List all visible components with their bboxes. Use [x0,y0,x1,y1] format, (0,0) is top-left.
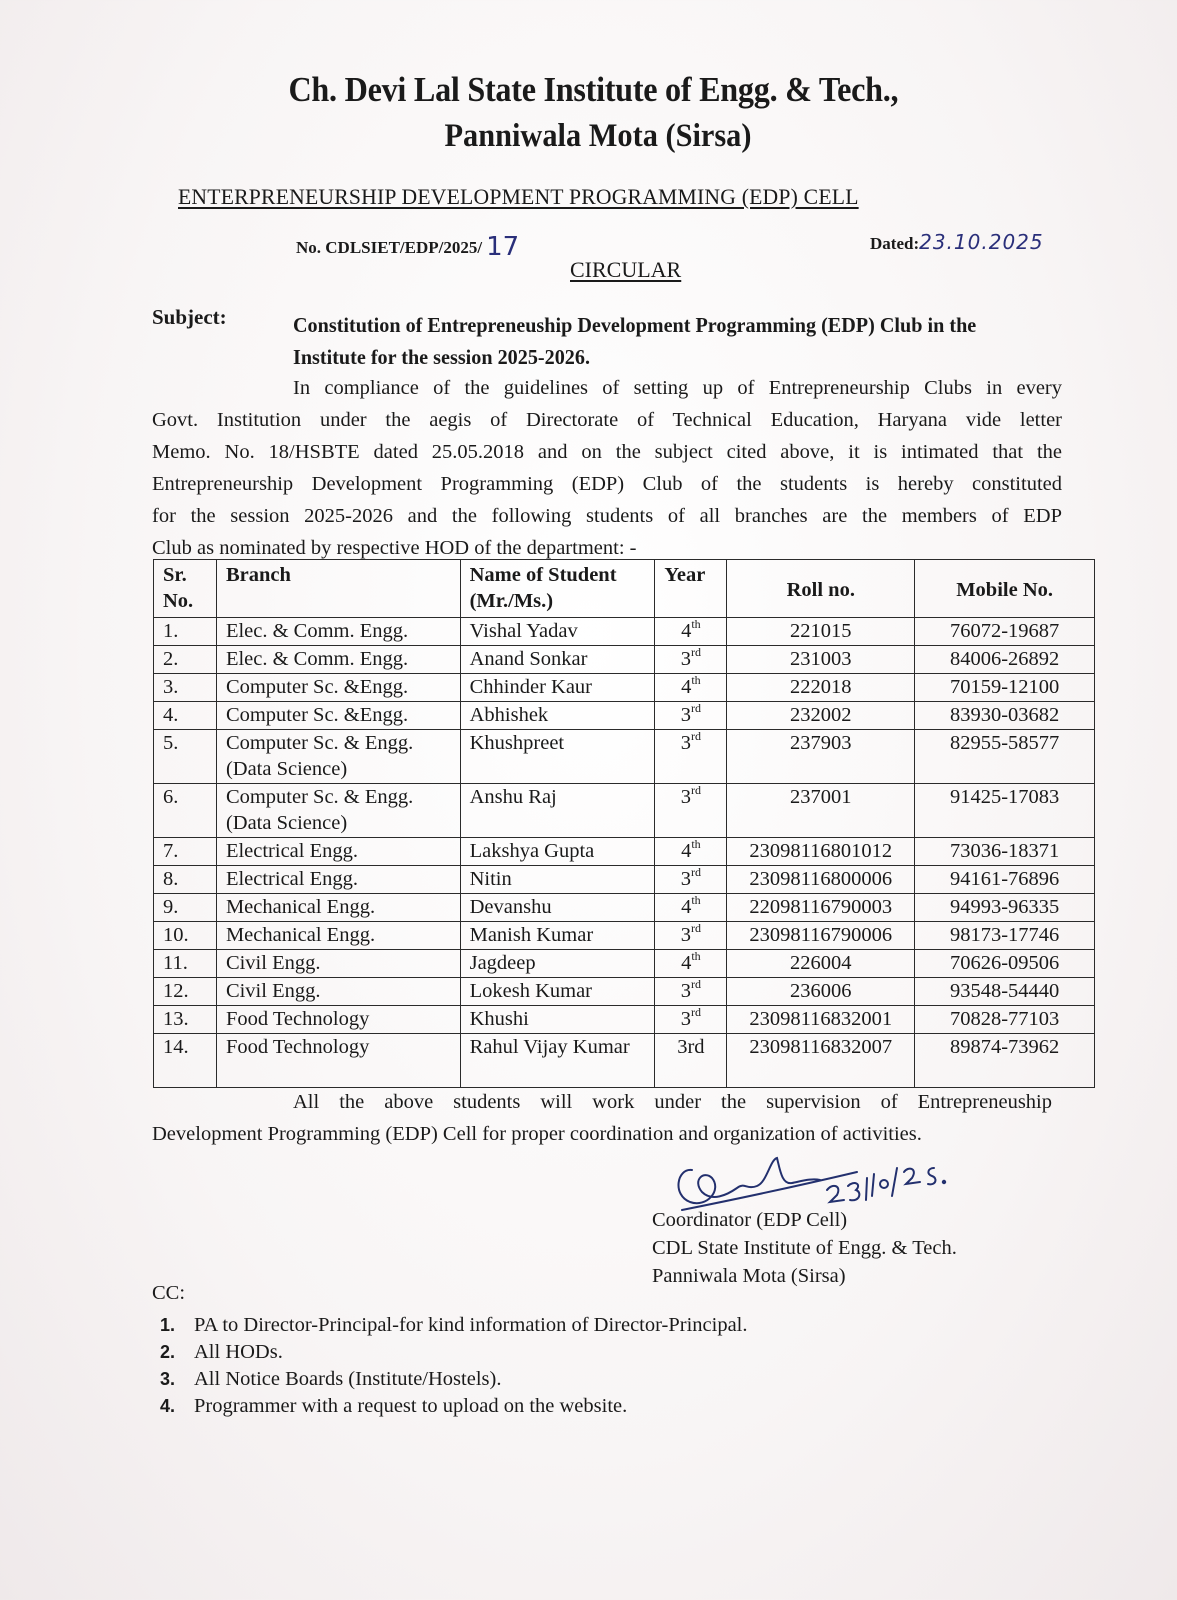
members-table [153,559,1095,1088]
table-row [154,702,1095,730]
year-cell: 3rd [655,866,727,894]
sr-no-cell: 8. [154,866,217,894]
roll-no-cell: 23098116801012 [727,838,915,866]
student-name-cell: Rahul Vijay Kumar [460,1034,655,1088]
mobile-cell: 84006-26892 [915,646,1095,674]
dated-handwritten: 23.10.2025 [919,230,1044,254]
year-cell: 3rd [655,702,727,730]
cc-item: 4. Programmer with a request to upload on the website. [160,1395,628,1417]
branch-cell: Food Technology [216,1006,460,1034]
student-name-cell: Devanshu [460,894,655,922]
paragraph-line: Govt. Institution under the aegis of Directorate of Technical Education, Haryana vide letter [152,409,1062,431]
mobile-cell: 70626-09506 [915,950,1095,978]
roll-no-cell: 237903 [727,730,915,784]
mobile-cell: 94993-96335 [915,894,1095,922]
branch-cell: Mechanical Engg. [216,894,460,922]
reference-number-handwritten: 17 [486,232,520,262]
branch-cell: Elec. & Comm. Engg. [216,618,460,646]
header-student-name: Name of Student (Mr./Ms.) [460,560,655,618]
date-line [870,230,1044,254]
paragraph-line: Club as nominated by respective HOD of the department: - [152,537,637,559]
signatory-institute: CDL State Institute of Engg. & Tech. [652,1237,957,1259]
table-row [154,1006,1095,1034]
student-name-cell: Abhishek [460,702,655,730]
student-name-cell: Lakshya Gupta [460,838,655,866]
table-row [154,922,1095,950]
header-year: Year [655,560,727,618]
year-cell: 3rd [655,1006,727,1034]
header-mobile: Mobile No. [915,560,1095,618]
year-cell: 3rd [655,1034,727,1088]
table-row [154,838,1095,866]
student-name-cell: Jagdeep [460,950,655,978]
table-row [154,894,1095,922]
closing-paragraph [152,1086,1052,1150]
roll-no-cell: 222018 [727,674,915,702]
sr-no-cell: 5. [154,730,217,784]
header-sr-no: Sr. No. [154,560,217,618]
year-cell: 3rd [655,922,727,950]
mobile-cell: 73036-18371 [915,838,1095,866]
cell-title: ENTERPRENEURSHIP DEVELOPMENT PROGRAMMING (EDP) CELL [178,184,859,209]
roll-no-cell: 232002 [727,702,915,730]
student-name-cell: Khushpreet [460,730,655,784]
student-name-cell: Nitin [460,866,655,894]
sr-no-cell: 9. [154,894,217,922]
dated-label: Dated: [870,234,920,253]
sr-no-cell: 11. [154,950,217,978]
header-branch: Branch [216,560,460,618]
year-cell: 4th [655,950,727,978]
year-cell: 4th [655,674,727,702]
mobile-cell: 93548-54440 [915,978,1095,1006]
table-row [154,730,1095,784]
table-row [154,1034,1095,1088]
sr-no-cell: 2. [154,646,217,674]
sr-no-cell: 12. [154,978,217,1006]
paragraph-line: Entrepreneurship Development Programming (EDP) Club of the students is hereby constituted [152,473,1062,495]
year-cell: 4th [655,838,727,866]
reference-number-label: No. CDLSIET/EDP/2025/ [296,238,483,257]
subject-text: Constitution of Entrepreneuship Development Programming (EDP) Club in the Institute for the session 2025-2026. [293,313,977,369]
mobile-cell: 70828-77103 [915,1006,1095,1034]
sr-no-cell: 4. [154,702,217,730]
roll-no-cell: 236006 [727,978,915,1006]
mobile-cell: 83930-03682 [915,702,1095,730]
table-row [154,618,1095,646]
student-name-cell: Anand Sonkar [460,646,655,674]
table-row [154,950,1095,978]
roll-no-cell: 23098116790006 [727,922,915,950]
signatory-block [652,1206,957,1290]
document-type-heading: CIRCULAR [570,257,682,282]
closing-line: Development Programming (EDP) Cell for proper coordination and organization of activities. [152,1123,922,1145]
cc-item: 2. All HODs. [160,1341,283,1363]
year-cell: 3rd [655,784,727,838]
student-name-cell: Manish Kumar [460,922,655,950]
cc-list [160,1312,748,1420]
closing-line: All the above students will work under the supervision of Entrepreneuship [293,1091,1052,1113]
student-name-cell: Lokesh Kumar [460,978,655,1006]
year-cell: 3rd [655,646,727,674]
student-name-cell: Khushi [460,1006,655,1034]
branch-cell: Computer Sc. &Engg. [216,702,460,730]
sr-no-cell: 13. [154,1006,217,1034]
sr-no-cell: 6. [154,784,217,838]
roll-no-cell: 226004 [727,950,915,978]
paragraph-line: Memo. No. 18/HSBTE dated 25.05.2018 and on the subject cited above, it is intimated that the [152,441,1062,463]
table-row [154,978,1095,1006]
branch-cell: Computer Sc. & Engg. (Data Science) [216,784,460,838]
branch-cell: Civil Engg. [216,978,460,1006]
cc-item: 1. PA to Director-Principal-for kind information of Director-Principal. [160,1314,748,1336]
mobile-cell: 76072-19687 [915,618,1095,646]
roll-no-cell: 23098116832001 [727,1006,915,1034]
mobile-cell: 98173-17746 [915,922,1095,950]
reference-number [296,230,519,260]
student-name-cell: Vishal Yadav [460,618,655,646]
sr-no-cell: 14. [154,1034,217,1088]
roll-no-cell: 221015 [727,618,915,646]
branch-cell: Mechanical Engg. [216,922,460,950]
branch-cell: Electrical Engg. [216,866,460,894]
table-row [154,866,1095,894]
paragraph-line: for the session 2025-2026 and the following students of all branches are the members of EDP [152,505,1062,527]
institute-name: Ch. Devi Lal State Institute of Engg. & Tech., [288,70,899,109]
year-cell: 3rd [655,730,727,784]
branch-cell: Electrical Engg. [216,838,460,866]
sr-no-cell: 7. [154,838,217,866]
branch-cell: Civil Engg. [216,950,460,978]
institute-location: Panniwala Mota (Sirsa) [444,118,752,154]
body-paragraph [152,372,1062,564]
cc-label: CC: [152,1282,186,1304]
branch-cell: Computer Sc. & Engg. (Data Science) [216,730,460,784]
header-roll-no: Roll no. [727,560,915,618]
table-header-row [154,560,1095,618]
sr-no-cell: 10. [154,922,217,950]
branch-cell: Food Technology [216,1034,460,1088]
cc-item: 3. All Notice Boards (Institute/Hostels). [160,1368,502,1390]
branch-cell: Elec. & Comm. Engg. [216,646,460,674]
table-row [154,784,1095,838]
branch-cell: Computer Sc. &Engg. [216,674,460,702]
signatory-location: Panniwala Mota (Sirsa) [652,1265,846,1287]
table-row [154,646,1095,674]
paragraph-line: In compliance of the guidelines of setting up of Entrepreneurship Clubs in every [293,377,1062,399]
year-cell: 4th [655,618,727,646]
sr-no-cell: 3. [154,674,217,702]
student-name-cell: Anshu Raj [460,784,655,838]
roll-no-cell: 231003 [727,646,915,674]
mobile-cell: 70159-12100 [915,674,1095,702]
mobile-cell: 82955-58577 [915,730,1095,784]
student-name-cell: Chhinder Kaur [460,674,655,702]
subject-label: Subject: [152,305,227,329]
roll-no-cell: 23098116800006 [727,866,915,894]
roll-no-cell: 23098116832007 [727,1034,915,1088]
mobile-cell: 94161-76896 [915,866,1095,894]
signatory-title: Coordinator (EDP Cell) [652,1209,848,1231]
roll-no-cell: 22098116790003 [727,894,915,922]
sr-no-cell: 1. [154,618,217,646]
year-cell: 4th [655,894,727,922]
year-cell: 3rd [655,978,727,1006]
mobile-cell: 91425-17083 [915,784,1095,838]
roll-no-cell: 237001 [727,784,915,838]
table-row [154,674,1095,702]
mobile-cell: 89874-73962 [915,1034,1095,1088]
